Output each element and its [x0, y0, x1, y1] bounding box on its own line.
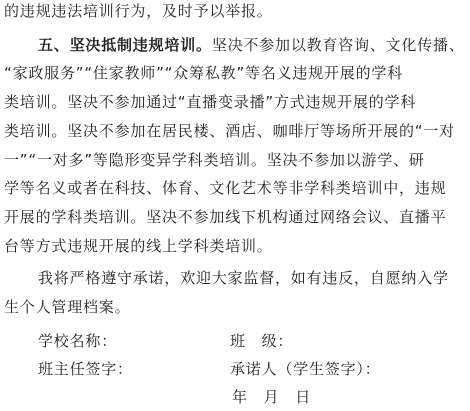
- head-teacher-signature-label: 班主任签字：: [38, 360, 133, 378]
- section5-heading: 五、坚决抵制违规培训。: [38, 36, 212, 54]
- section5-line-5: 一”“一对多”等隐形变异学科类培训。坚决不参加以游学、研: [4, 151, 425, 169]
- date-line: 年 月 日: [232, 388, 312, 406]
- class-label: 班 级：: [230, 332, 294, 350]
- section5-line-8: 台等方式违规开展的线上学科类培训。: [4, 237, 273, 255]
- pledge-line-2: 生个人管理档案。: [4, 298, 131, 316]
- section5-line-2: “家政服务”“住家教师”“众筹私教”等名义违规开展的学科: [4, 64, 404, 82]
- section5-line-1: 坚决不参加以教育咨询、文化传播、: [211, 36, 465, 54]
- section5-first-line: [38, 34, 470, 56]
- pledger-signature-label: 承诺人（学生签字）：: [230, 360, 381, 378]
- pledge-line-1: 我将严格遵守承诺，欢迎大家监督，如有违反，自愿纳入学: [38, 269, 449, 287]
- section5-line-7: 开展的学科类培训。坚决不参加线下机构通过网络会议、直播平: [4, 208, 447, 226]
- section5-line-3: 类培训。坚决不参加通过“直播变录播”方式违规开展的学科: [4, 93, 417, 111]
- section5-line-4: 类培训。坚决不参加在居民楼、酒店、咖啡厅等场所开展的“一对: [4, 122, 455, 140]
- school-name-label: 学校名称：: [38, 332, 118, 350]
- intro-tail-line: 的违规违法培训行为，及时予以举报。: [4, 2, 273, 20]
- section5-line-6: 学等名义或者在科技、体育、文化艺术等非学科类培训中，违规: [4, 179, 447, 197]
